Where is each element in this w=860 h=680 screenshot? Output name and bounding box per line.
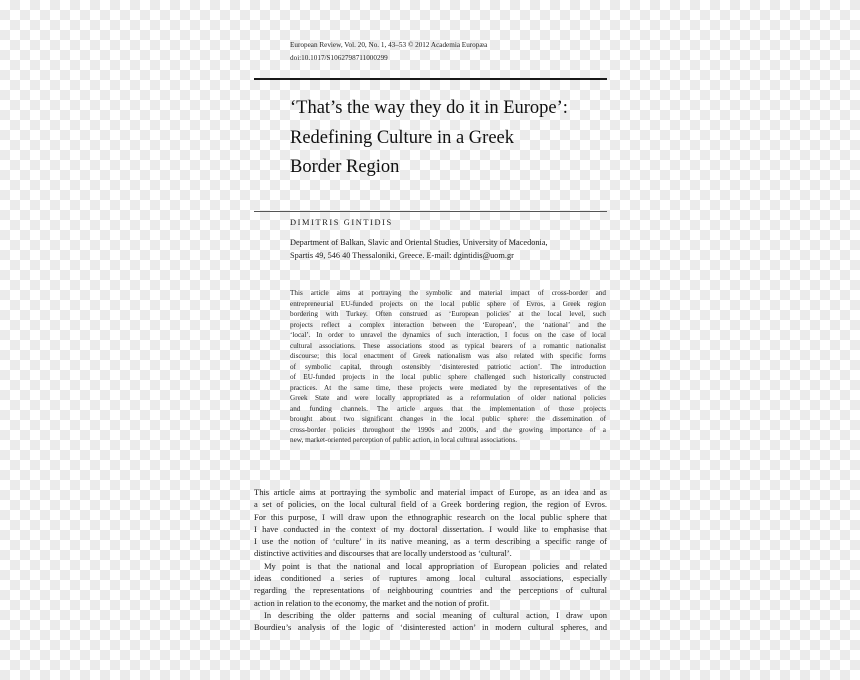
top-rule: [254, 78, 607, 80]
abstract-line: bordering with Turkey. Often construed as ‘European policies’ at the local level, such: [290, 310, 606, 318]
abstract-line: ‘local’. In order to unravel the dynamics of such interaction, I focus on the case of local: [290, 331, 606, 339]
journal-citation: European Review, Vol. 20, No. 1, 43–53 © 2012 Academia Europæa: [290, 41, 488, 49]
abstract-line: new, market-oriented perception of public action, in local cultural associations.: [290, 436, 518, 444]
body-line: I use the notion of ‘culture’ in its native meaning, as a term describing a specific range of: [254, 536, 607, 547]
body-line: a set of policies, on the local cultural field of a Greek bordering region, the region of Evros.: [254, 499, 607, 510]
abstract-line: cross-border policies throughout the 1990s and 2000s, and the growing importance of a: [290, 425, 606, 434]
body-line: ideas conditioned a series of ruptures among local cultural associations, especially: [254, 573, 607, 584]
body-line: action in relation to the economy, the market and the notion of profit.: [254, 597, 490, 608]
body-line: For this purpose, I will draw upon the ethnographic research on the local public sphere that: [254, 511, 607, 522]
body-text: [254, 486, 607, 634]
abstract-line: practices. At the same time, these projects were mediated by the representatives of the: [290, 383, 606, 392]
abstract-line: of EU-funded projects in the local public sphere challenged such historically constructed: [290, 373, 606, 381]
title-line: Redefining Culture in a Greek: [290, 127, 514, 148]
abstract-line: and funding channels. The article argues that the implementation of those projects: [290, 404, 606, 413]
author-affiliation: [290, 236, 548, 262]
abstract-line: This article aims at portraying the symbolic and material impact of cross-border and: [290, 289, 606, 297]
abstract-line: cultural associations. These associations stood as typical bearers of a romantic nationalist: [290, 341, 606, 350]
body-line: My point is that the national and local appropriation of European policies and related: [264, 560, 607, 571]
author-name: DIMITRIS GINTIDIS: [290, 218, 393, 227]
affiliation-line: Department of Balkan, Slavic and Oriental Studies, University of Macedonia,: [290, 238, 548, 247]
abstract-line: projects reflect a complex interaction between the ‘European’, the ‘national’ and the: [290, 320, 606, 329]
doi-line: doi:10.1017/S1062798711000299: [290, 54, 388, 62]
abstract-line: discourse; this local enactment of Greek nationalism was also related with specific forms: [290, 352, 606, 360]
abstract-line: of symbolic capital, through ostensibly ‘disinterested patriotic action’. The introduction: [290, 362, 606, 371]
body-line: Bourdieu’s analysis of the logic of ‘disinterested action’ in modern cultural spheres, and: [254, 622, 607, 633]
body-line: regarding the representations of neighbouring countries and the perceptions of cultural: [254, 585, 607, 596]
title-line: ‘That’s the way they do it in Europe’:: [290, 98, 568, 118]
body-line: distinctive activities and discourses that are locally understood as ‘cultural’.: [254, 548, 512, 559]
body-line: In describing the older patterns and social meaning of cultural action, I draw upon: [264, 609, 607, 620]
affiliation-line: Spartis 49, 546 40 Thessaloniki, Greece. E-mail: dgintidis@uom.gr: [290, 251, 514, 260]
abstract-line: Greek State and were locally appropriated as a reformulation of older national policies: [290, 394, 606, 402]
title-line: Border Region: [290, 157, 400, 177]
author-rule: [254, 211, 607, 212]
body-line: This article aims at portraying the symbolic and material impact of Europe, as an idea and as: [254, 487, 607, 497]
article-title: [290, 94, 568, 183]
abstract-line: brought about two significant changes in the local public sphere: the dissemination of: [290, 415, 606, 423]
abstract-line: entrepreneurial EU-funded projects on the local public sphere of Evros, a Greek region: [290, 299, 606, 308]
body-line: I have conducted in the context of my doctoral dissertation. I would like to emphasise that: [254, 523, 607, 534]
abstract: [290, 288, 606, 446]
